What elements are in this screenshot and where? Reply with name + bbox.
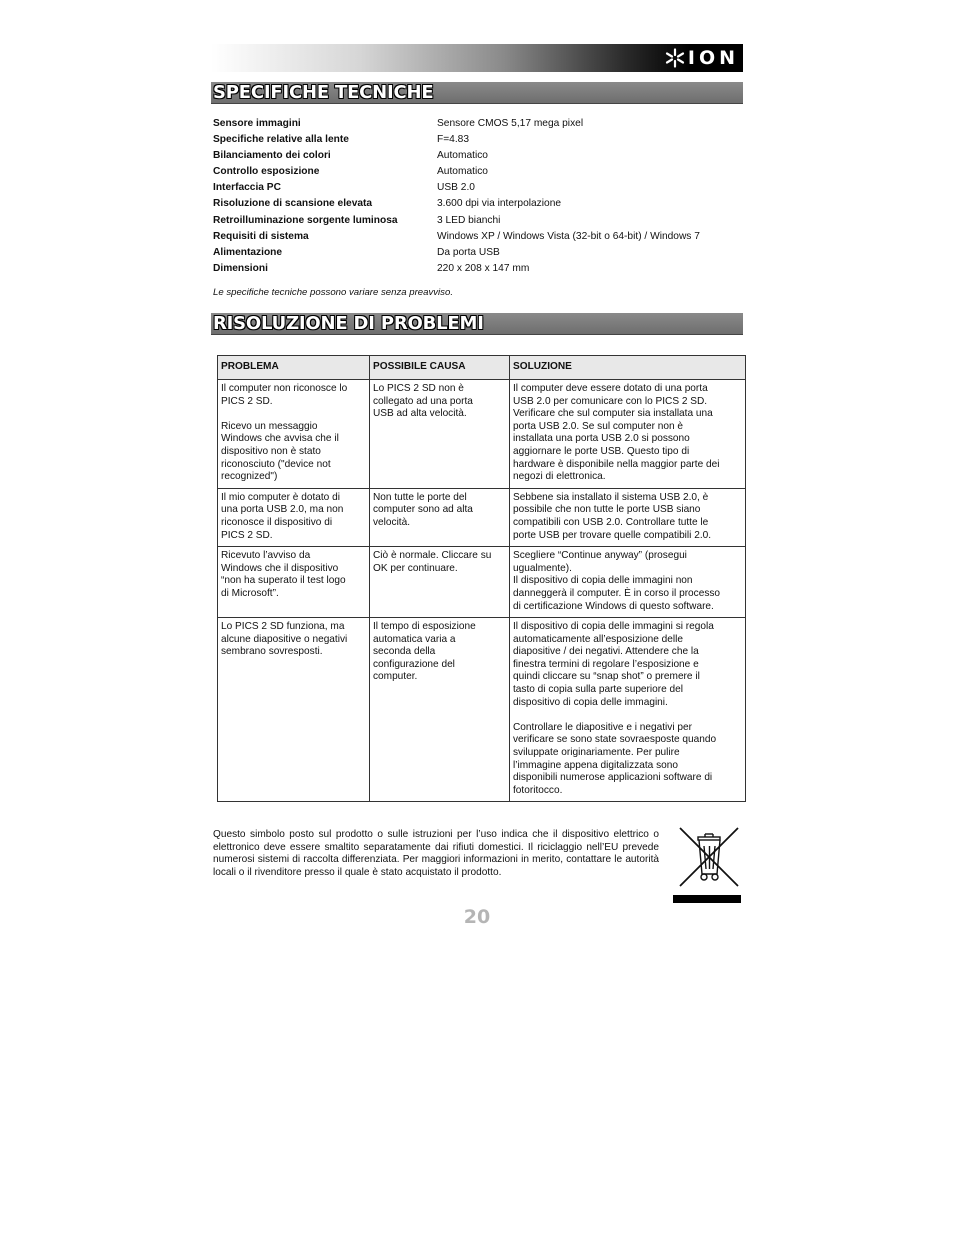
spec-row xyxy=(213,180,733,196)
spec-key: Controllo esposizione xyxy=(213,166,320,178)
cause-cell xyxy=(370,488,510,546)
cell-paragraph: Lo PICS 2 SD funziona, ma alcune diapositive o negativi sembrano sovresposti. xyxy=(221,621,348,658)
cell-paragraph: Il mio computer è dotato di una porta USB 2.0, ma non riconosce il dispositivo di PICS 2 SD. xyxy=(221,491,344,541)
cell-paragraph: Ricevuto l’avviso da Windows che il dispositivo “non ha superato il test logo di Microsoft”. xyxy=(221,550,346,599)
cell-paragraph: Controllare le diapositive e i negativi per verificare se sono state sovraesposte quando sviluppate originariamente. Per pulire l’immagine appena digitalizzata sono disponibili numerose applicazioni software di fotoritocco. xyxy=(513,721,717,796)
spec-row xyxy=(213,261,733,277)
header-problem: PROBLEMA xyxy=(218,356,370,380)
spec-key: Specifiche relative alla lente xyxy=(213,134,349,146)
problem-cell xyxy=(218,547,370,618)
spec-row xyxy=(213,148,733,164)
spec-key: Sensore immagini xyxy=(213,118,301,129)
trouble-section-title xyxy=(211,313,743,335)
problem-cell xyxy=(218,488,370,546)
page-number: 20 xyxy=(463,906,491,928)
table-row xyxy=(218,488,746,546)
table-header-row xyxy=(218,356,746,380)
weee-disposal-notice: Questo simbolo posto sul prodotto o sulle istruzioni per l’uso indica che il dispositivo elettrico o elettronico deve essere smaltito separatamente dai rifiuti domestici. Il riciclaggio nell’EU prevede numerosi sistemi di raccolta differenziata. Per maggiori informazioni in merito, contattare le autorità locali o il rivenditore presso il quale è stato acquistato il prodotto. xyxy=(213,829,659,878)
spec-row xyxy=(213,132,733,148)
cell-paragraph: Il dispositivo di copia delle immagini si regola automaticamente all’esposizione delle diapositive / dei negativi. Attendere che la finestra termini di regolare l’esposizione e quindi cliccare su “snap shot” o premere il tasto di copia sulla parte superiore del dispositivo di copia delle immagini. xyxy=(513,621,714,708)
spec-row xyxy=(213,196,733,212)
cell-paragraph: Non tutte le porte del computer sono ad alta velocità. xyxy=(373,491,473,528)
cell-paragraph: Il computer deve essere dotato di una porta USB 2.0 per comunicare con lo PICS 2 SD. Verificare che sul computer sia installata una porta USB 2.0. Se sul computer non è installata una porta USB 2.0 si possono aggiornare le porte USB. Questo tipo di hardware è disponibile nella maggior parte dei negozi di elettronica. xyxy=(513,383,720,483)
spec-key: Requisiti di sistema xyxy=(213,230,309,242)
spec-row xyxy=(213,245,733,261)
spec-key: Bilanciamento dei colori xyxy=(213,150,331,162)
spec-key: Retroilluminazione sorgente luminosa xyxy=(213,214,398,226)
spec-value: USB 2.0 xyxy=(437,182,475,194)
header-solution: SOLUZIONE xyxy=(510,356,746,380)
weee-bar xyxy=(673,895,741,903)
specs-section-title xyxy=(211,82,743,104)
cell-paragraph: Ricevo un messaggio Windows che avvisa che il dispositivo non è stato riconosciuto ("device not recognized") xyxy=(221,420,339,483)
cell-paragraph: Sebbene sia installato il sistema USB 2.0, è possibile che non tutte le porte USB siano compatibili con USB 2.0. Controllare tutte le porte USB per trovare quelle compatibili 2.0. xyxy=(513,491,712,541)
specs-title-text: SPECIFICHE TECNICHE xyxy=(213,82,434,103)
cell-paragraph: Il computer non riconosce lo PICS 2 SD. xyxy=(221,383,348,407)
crossed-out-wheelie-bin-icon xyxy=(677,824,741,890)
spec-row xyxy=(213,116,733,132)
ion-logo xyxy=(665,47,739,69)
cell-paragraph: Il tempo di esposizione automatica varia a seconda della configurazione del computer. xyxy=(373,621,476,683)
specs-note: Le specifiche tecniche possono variare senza preavviso. xyxy=(213,287,453,298)
spec-value: 3 LED bianchi xyxy=(437,214,501,226)
spec-value: F=4.83 xyxy=(437,134,470,146)
spec-value: Automatico xyxy=(437,150,488,162)
cause-cell xyxy=(370,547,510,618)
spec-row xyxy=(213,164,733,180)
spec-value: Automatico xyxy=(437,166,488,178)
spec-row xyxy=(213,229,733,245)
solution-cell xyxy=(510,618,746,802)
ion-star-icon xyxy=(665,48,685,68)
problem-cell xyxy=(218,380,370,489)
solution-cell xyxy=(510,380,746,489)
cause-cell xyxy=(370,380,510,489)
spec-key: Dimensioni xyxy=(213,262,268,274)
solution-cell xyxy=(510,488,746,546)
cell-paragraph: Ciò è normale. Cliccare su OK per continuare. xyxy=(373,550,492,574)
problem-cell xyxy=(218,618,370,802)
brand-name: ION xyxy=(687,47,739,69)
header-bar xyxy=(211,44,743,72)
trouble-title-text: RISOLUZIONE DI PROBLEMI xyxy=(213,313,484,334)
specs-list xyxy=(213,116,733,277)
spec-value: 3.600 dpi via interpolazione xyxy=(437,198,562,210)
spec-key: Interfaccia PC xyxy=(213,182,281,194)
solution-cell xyxy=(510,547,746,618)
spec-key: Risoluzione di scansione elevata xyxy=(213,198,373,210)
cause-cell xyxy=(370,618,510,802)
cell-paragraph: Lo PICS 2 SD non è collegato ad una porta USB ad alta velocità. xyxy=(373,383,473,420)
header-cause: POSSIBILE CAUSA xyxy=(370,356,510,380)
cell-paragraph: Scegliere “Continue anyway” (prosegui ugualmente). Il dispositivo di copia delle immagini non danneggerà il computer. È in corso il processo di certificazione Windows di questo software. xyxy=(513,550,721,612)
spec-value: Sensore CMOS 5,17 mega pixel xyxy=(437,118,584,129)
table-row xyxy=(218,547,746,618)
table-row xyxy=(218,618,746,802)
spec-value: Windows XP / Windows Vista (32-bit o 64-bit) / Windows 7 xyxy=(437,230,700,242)
troubleshooting-table xyxy=(217,355,746,802)
spec-value: 220 x 208 x 147 mm xyxy=(437,262,530,274)
spec-row xyxy=(213,213,733,229)
spec-key: Alimentazione xyxy=(213,246,283,258)
table-row xyxy=(218,380,746,489)
spec-value: Da porta USB xyxy=(437,246,500,258)
